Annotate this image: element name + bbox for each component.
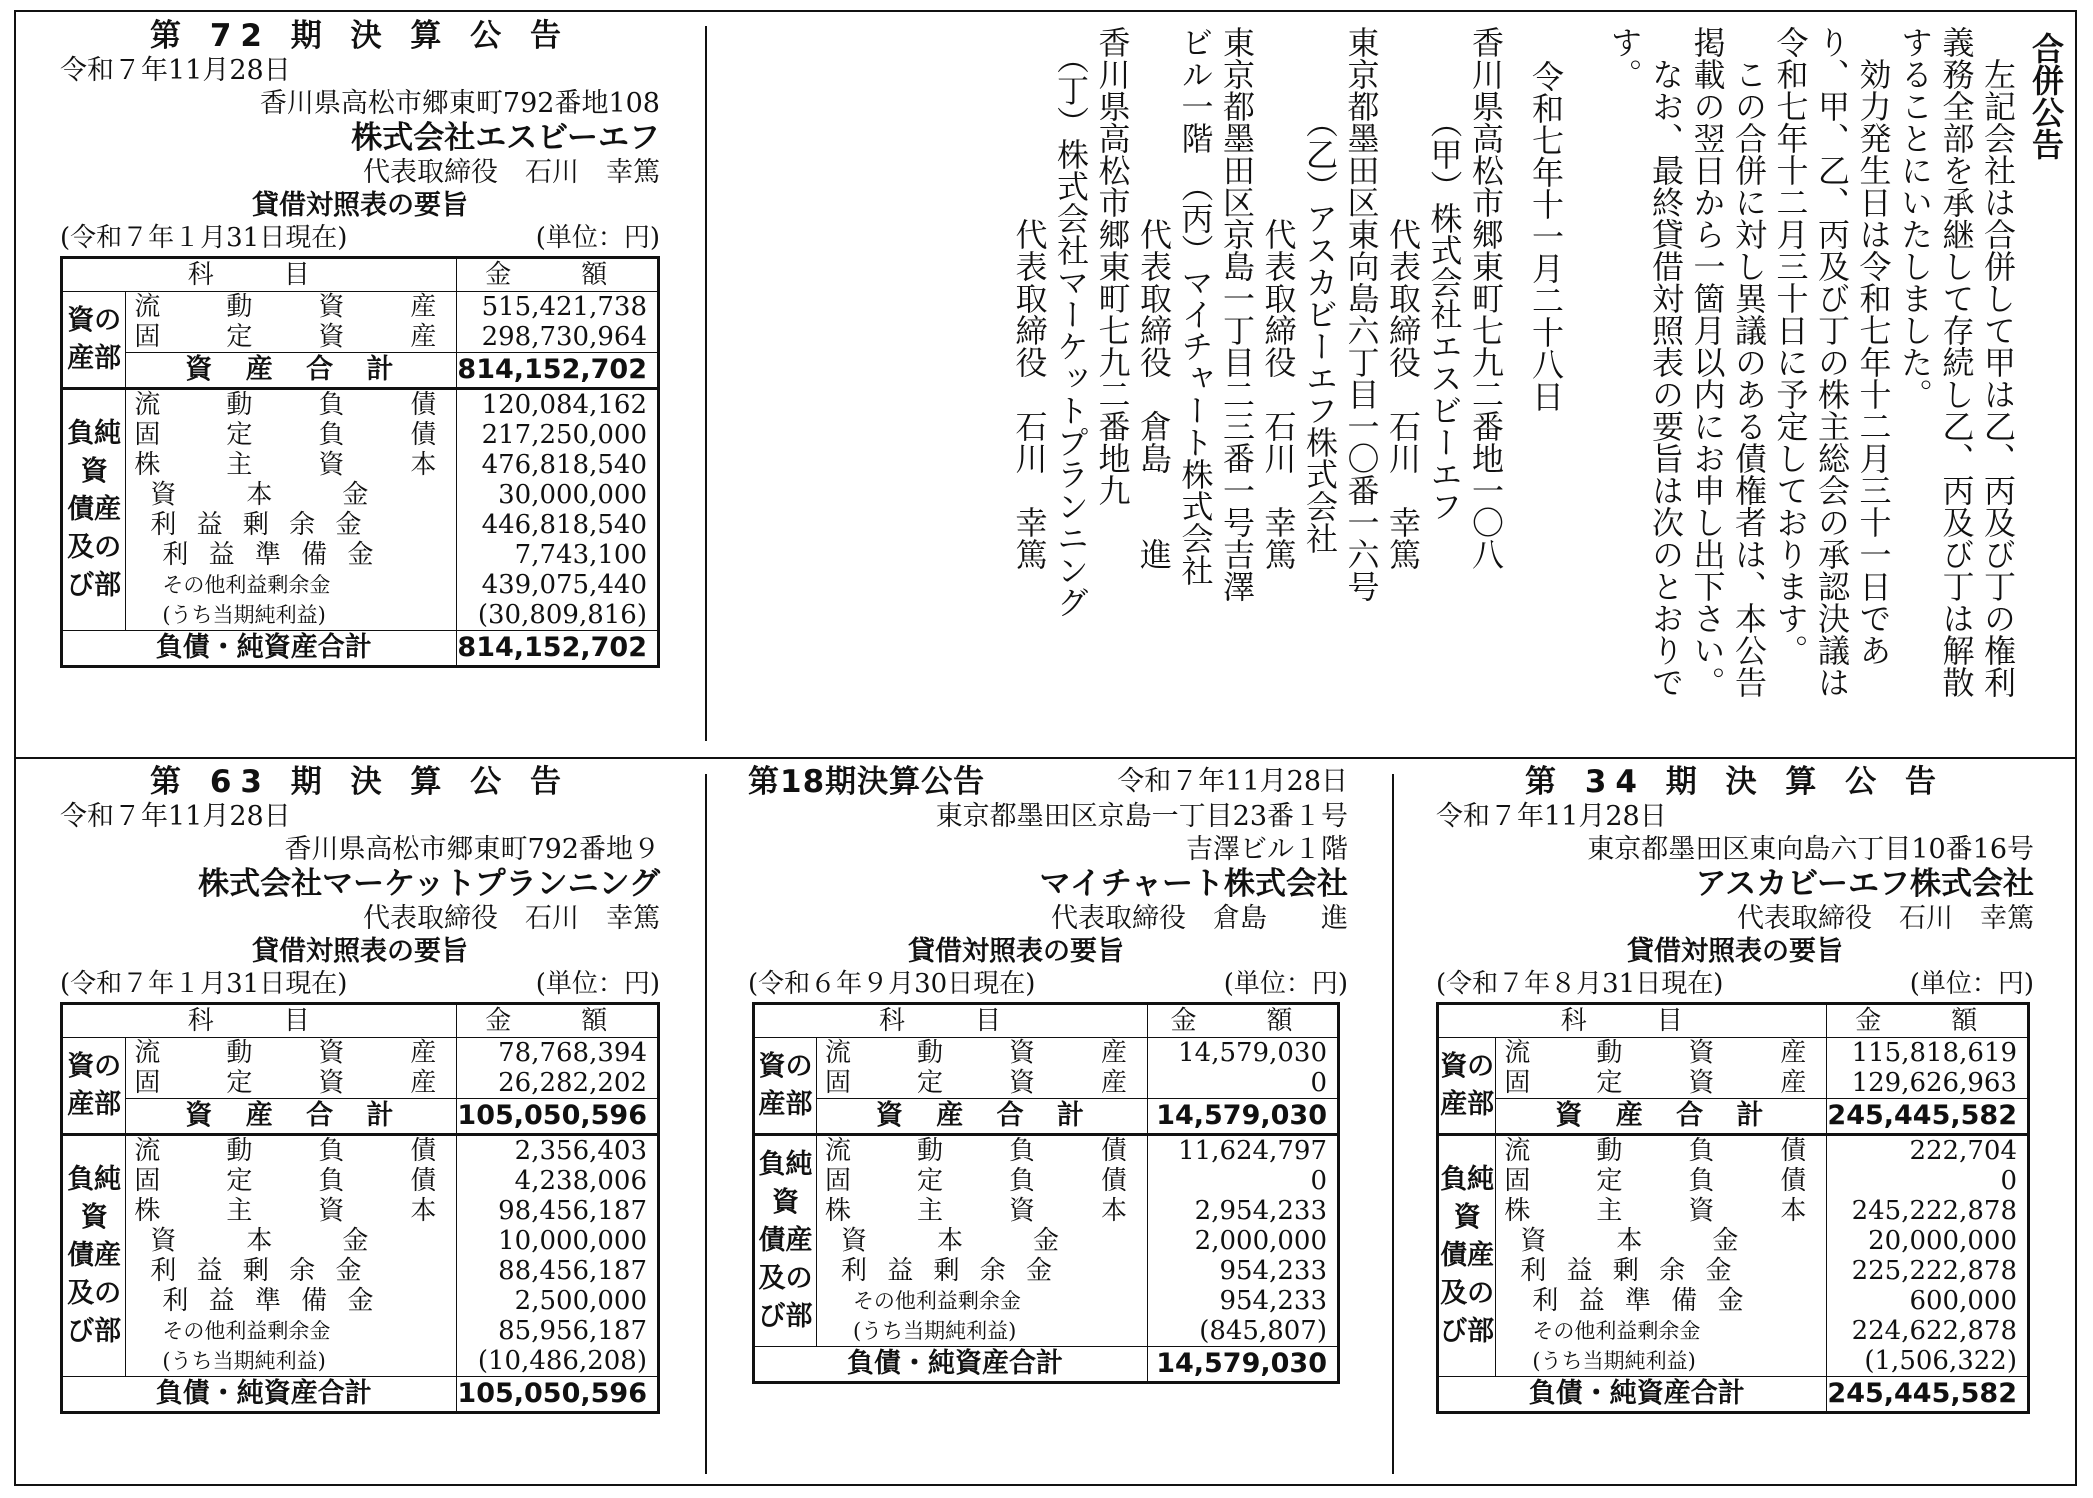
row-label: 利 益 剰 余 金	[150, 510, 368, 540]
row-label: その他利益剰余金	[162, 1319, 331, 1343]
row-label: 固 定 資 産	[134, 322, 457, 352]
table-row	[1438, 1226, 2029, 1256]
as-of-date: (令和６年９月30日現在)	[748, 969, 1036, 999]
notice-title: 第 72 期 決 算 公 告	[150, 18, 570, 54]
assets-section-label: 資の 産部	[754, 1038, 817, 1135]
row-label: (うち当期純利益)	[1532, 1349, 1696, 1373]
assets-section-label: 資の 産部	[62, 292, 126, 389]
row-label: 流 動 負 債	[1496, 1135, 1827, 1167]
table-row	[754, 1196, 1339, 1226]
company-address-building: 吉澤ビル１階	[1186, 834, 1348, 865]
company-name: マイチャート株式会社	[1039, 866, 1348, 902]
row-value: 814,152,702	[457, 353, 659, 389]
row-label: 固 定 資 産	[134, 1068, 457, 1098]
row-value: 446,818,540	[457, 510, 659, 540]
row-value: 129,626,963	[1827, 1068, 2029, 1099]
row-value: 600,000	[1827, 1286, 2029, 1316]
row-value: 14,579,030	[1147, 1099, 1338, 1135]
row-label: その他利益剰余金	[1532, 1319, 1701, 1343]
row-label: (うち当期純利益)	[162, 603, 326, 627]
notice-63	[60, 764, 660, 1414]
row-value: (1,506,322)	[1827, 1346, 2029, 1377]
balance-sheet-table	[752, 1002, 1340, 1384]
company-address: 東京都墨田区東向島六丁目10番16号	[1587, 834, 2034, 865]
table-row	[754, 1135, 1339, 1167]
title-line	[748, 764, 1348, 800]
row-value: 2,000,000	[1147, 1226, 1338, 1256]
merger-notice	[716, 26, 2066, 736]
row-label: 資 本 金	[150, 480, 375, 510]
liabilities-section-label: 負純 資 債産 及の び部	[754, 1135, 817, 1347]
table-row	[62, 570, 659, 600]
company-name: 株式会社マーケットプランニング	[198, 866, 660, 902]
row-label: 株 主 資 本	[824, 1196, 1147, 1226]
balance-sheet-table	[60, 256, 660, 668]
representative: 代表取締役 倉島 進	[1051, 903, 1348, 934]
row-label: 利 益 剰 余 金	[840, 1256, 1058, 1286]
row-value: 88,456,187	[457, 1256, 659, 1286]
row-label: 流 動 負 債	[816, 1135, 1147, 1167]
row-value: 7,743,100	[457, 540, 659, 570]
row-label: 利 益 剰 余 金	[150, 1256, 368, 1286]
row-label: 資 本 金	[1520, 1226, 1745, 1256]
row-value: (30,809,816)	[457, 600, 659, 631]
table-row	[62, 1256, 659, 1286]
company-name: 株式会社エスビーエフ	[351, 120, 660, 156]
row-label: 利 益 準 備 金	[1532, 1286, 1750, 1316]
table-row	[62, 389, 659, 421]
row-value: 0	[1147, 1166, 1338, 1196]
as-of-line	[748, 968, 1348, 1000]
row-value: 439,075,440	[457, 570, 659, 600]
col-amount-header: 金 額	[457, 1004, 659, 1038]
table-row	[62, 1135, 659, 1167]
row-value: 2,500,000	[457, 1286, 659, 1316]
row-value: 14,579,030	[1147, 1347, 1338, 1383]
notice-title: 第18期決算公告	[748, 764, 986, 800]
liabilities-section-label: 負純 資 債産 及の び部	[62, 1135, 126, 1377]
notice-72	[60, 18, 660, 668]
row-value: 78,768,394	[457, 1038, 659, 1069]
notice-date: 令和７年11月28日	[1117, 766, 1348, 797]
col-item-header: 科 目	[1438, 1004, 1827, 1038]
table-row	[62, 1196, 659, 1226]
row-label: 資 本 金	[150, 1226, 375, 1256]
row-label: 利 益 準 備 金	[162, 1286, 380, 1316]
table-header-row	[754, 1004, 1339, 1038]
col-item-header: 科 目	[62, 1004, 457, 1038]
notice-date: 令和７年11月28日	[60, 55, 291, 86]
row-value: 0	[1827, 1166, 2029, 1196]
row-label: 資 産 合 計	[126, 353, 457, 389]
row-value: 224,622,878	[1827, 1316, 2029, 1346]
representative: 代表取締役 石川 幸篤	[1737, 903, 2034, 934]
vertical-divider-bottom-right	[1392, 774, 1394, 1474]
table-row	[62, 600, 659, 631]
table-row	[1438, 1038, 2029, 1069]
row-value: 120,084,162	[457, 389, 659, 421]
assets-section-label: 資の 産部	[1438, 1038, 1496, 1135]
assets-section-label: 資の 産部	[62, 1038, 126, 1135]
table-row-total	[754, 1347, 1339, 1383]
table-row	[62, 1316, 659, 1346]
company-address: 香川県高松市郷東町792番地９	[284, 834, 660, 865]
row-label: 資 本 金	[840, 1226, 1065, 1256]
table-row	[62, 322, 659, 353]
row-label: 株 主 資 本	[134, 1196, 457, 1226]
notice-title: 第 34 期 決 算 公 告	[1525, 764, 1945, 800]
row-label: 株 主 資 本	[1504, 1196, 1827, 1226]
company-name: アスカビーエフ株式会社	[1695, 866, 2034, 902]
row-value: 515,421,738	[457, 292, 659, 323]
vertical-divider-top	[705, 26, 707, 741]
row-label: 固 定 資 産	[824, 1068, 1147, 1098]
row-value: 2,954,233	[1147, 1196, 1338, 1226]
table-header-row	[62, 258, 659, 292]
as-of-date: (令和７年１月31日現在)	[60, 969, 348, 999]
table-row	[1438, 1256, 2029, 1286]
company-address: 東京都墨田区京島一丁目23番１号	[935, 801, 1348, 832]
vertical-divider-bottom-left	[705, 774, 707, 1474]
row-label: 流 動 資 産	[134, 292, 457, 322]
row-label: 資 産 合 計	[816, 1099, 1147, 1135]
horizontal-divider	[14, 757, 2077, 759]
table-row	[62, 420, 659, 450]
row-label: その他利益剰余金	[852, 1289, 1021, 1313]
table-row	[754, 1316, 1339, 1347]
table-row-total	[62, 631, 659, 667]
row-label: 固 定 負 債	[824, 1166, 1147, 1196]
table-row-total	[62, 1099, 659, 1135]
table-row	[62, 1166, 659, 1196]
table-row	[1438, 1068, 2029, 1099]
table-row	[62, 1346, 659, 1377]
row-value: 115,818,619	[1827, 1038, 2029, 1069]
row-label: 資 産 合 計	[126, 1099, 457, 1135]
row-label: 固 定 資 産	[1504, 1068, 1827, 1098]
row-value: 0	[1147, 1068, 1338, 1099]
row-label: 負債・純資産合計	[1438, 1377, 1827, 1413]
row-label: 固 定 負 債	[134, 1166, 457, 1196]
row-value: 4,238,006	[457, 1166, 659, 1196]
table-row	[754, 1166, 1339, 1196]
representative: 代表取締役 石川 幸篤	[363, 157, 660, 188]
table-header-row	[62, 1004, 659, 1038]
as-of-line	[60, 968, 660, 1000]
balance-sheet-table	[60, 1002, 660, 1414]
row-label: 利 益 剰 余 金	[1520, 1256, 1738, 1286]
table-row	[754, 1038, 1339, 1069]
table-row	[1438, 1316, 2029, 1346]
row-value: 298,730,964	[457, 322, 659, 353]
row-label: 資 産 合 計	[1496, 1099, 1827, 1135]
table-row	[754, 1068, 1339, 1099]
row-label: 固 定 負 債	[1504, 1166, 1827, 1196]
table-row	[754, 1286, 1339, 1316]
liabilities-section-label: 負純 資 債産 及の び部	[1438, 1135, 1496, 1377]
table-row	[62, 1226, 659, 1256]
row-value: 222,704	[1827, 1135, 2029, 1167]
as-of-line	[1436, 968, 2034, 1000]
col-amount-header: 金 額	[457, 258, 659, 292]
row-value: 217,250,000	[457, 420, 659, 450]
balance-sheet-title: 貸借対照表の要旨	[1627, 936, 1843, 967]
balance-sheet-title: 貸借対照表の要旨	[908, 936, 1124, 967]
col-item-header: 科 目	[754, 1004, 1148, 1038]
table-row	[1438, 1286, 2029, 1316]
row-value: (845,807)	[1147, 1316, 1338, 1347]
notice-title: 第 63 期 決 算 公 告	[150, 764, 570, 800]
table-row-total	[1438, 1377, 2029, 1413]
row-label: その他利益剰余金	[162, 573, 331, 597]
row-value: 245,445,582	[1827, 1377, 2029, 1413]
row-label: 負債・純資産合計	[754, 1347, 1148, 1383]
table-row	[62, 480, 659, 510]
row-label: 負債・純資産合計	[62, 1377, 457, 1413]
table-row	[1438, 1196, 2029, 1226]
row-value: 30,000,000	[457, 480, 659, 510]
notice-date: 令和７年11月28日	[1436, 801, 1667, 832]
as-of-date: (令和７年１月31日現在)	[60, 223, 348, 253]
notice-date: 令和７年11月28日	[60, 801, 291, 832]
row-value: 10,000,000	[457, 1226, 659, 1256]
row-value: 476,818,540	[457, 450, 659, 480]
col-amount-header: 金 額	[1147, 1004, 1338, 1038]
table-row-total	[62, 1377, 659, 1413]
row-value: 225,222,878	[1827, 1256, 2029, 1286]
col-amount-header: 金 額	[1827, 1004, 2029, 1038]
row-label: (うち当期純利益)	[852, 1319, 1017, 1343]
notice-18	[748, 764, 1348, 1384]
table-row	[62, 510, 659, 540]
row-label: (うち当期純利益)	[162, 1349, 326, 1373]
as-of-date: (令和７年８月31日現在)	[1436, 969, 1724, 999]
row-label: 株 主 資 本	[134, 450, 457, 480]
row-label: 固 定 負 債	[134, 420, 457, 450]
row-value: 85,956,187	[457, 1316, 659, 1346]
representative: 代表取締役 石川 幸篤	[363, 903, 660, 934]
table-row	[62, 292, 659, 323]
col-item-header: 科 目	[62, 258, 457, 292]
balance-sheet-title: 貸借対照表の要旨	[252, 936, 468, 967]
balance-sheet-title: 貸借対照表の要旨	[252, 190, 468, 221]
company-address: 香川県高松市郷東町792番地108	[259, 88, 660, 119]
row-label: 流 動 資 産	[134, 1038, 457, 1068]
table-row	[1438, 1346, 2029, 1377]
row-value: 26,282,202	[457, 1068, 659, 1099]
as-of-line	[60, 222, 660, 254]
row-label: 流 動 負 債	[126, 1135, 457, 1167]
table-row	[62, 1068, 659, 1099]
row-value: (10,486,208)	[457, 1346, 659, 1377]
table-row	[62, 1286, 659, 1316]
merger-parties: 香川県高松市郷東町七九二番地一〇八 （甲）株式会社エスビーエフ 代表取締役 石川 幸篤 東京都墨田区東向島六丁目一〇番一六号 （乙）アスカビーエフ株式会社 代表取締役 石川 幸篤 東京都墨田区京島一丁目二三番一号吉澤 ビル一階 （丙）マイチャート株式会社 代表取締役 倉島 進 香川県高松市郷東町七九二番地九 （丁）株式会社マーケットプランニング 代表取締役 石川 幸篤	[1010, 26, 1505, 618]
row-value: 105,050,596	[457, 1377, 659, 1413]
merger-date: 令和七年十一月二十八日	[1527, 60, 1565, 412]
unit-label: (単位：円)	[1909, 969, 2034, 999]
table-row-total	[62, 353, 659, 389]
table-row	[62, 540, 659, 570]
liabilities-section-label: 負純 資 債産 及の び部	[62, 389, 126, 631]
row-value: 954,233	[1147, 1286, 1338, 1316]
table-row-total	[1438, 1099, 2029, 1135]
row-value: 2,356,403	[457, 1135, 659, 1167]
table-row	[1438, 1166, 2029, 1196]
table-row	[1438, 1135, 2029, 1167]
row-value: 20,000,000	[1827, 1226, 2029, 1256]
row-label: 流 動 資 産	[824, 1038, 1147, 1068]
row-value: 814,152,702	[457, 631, 659, 667]
table-row-total	[754, 1099, 1339, 1135]
table-row	[62, 1038, 659, 1069]
row-label: 利 益 準 備 金	[162, 540, 380, 570]
row-value: 14,579,030	[1147, 1038, 1338, 1069]
row-label: 流 動 負 債	[126, 389, 457, 421]
merger-heading: 合併公告	[2027, 32, 2065, 160]
row-label: 流 動 資 産	[1504, 1038, 1827, 1068]
row-value: 98,456,187	[457, 1196, 659, 1226]
balance-sheet-table	[1436, 1002, 2030, 1414]
unit-label: (単位：円)	[535, 969, 660, 999]
table-row	[754, 1256, 1339, 1286]
merger-body: 左記会社は合併して甲は乙、丙及び丁の権利 義務全部を承継して存続し乙、丙及び丁は解散 することにいたしました。 効力発生日は令和七年十二月三十一日であ り、甲、乙、丙及び丁の株主総会の承認決議は 令和七年十二月三十日に予定しております。 この合併に対し異議のある債権者は、本公告 掲載の翌日から一箇月以内にお申し出下さい。 なお、最終貸借対照表の要旨は次のとおりで す。	[1605, 26, 2017, 698]
row-value: 954,233	[1147, 1256, 1338, 1286]
row-value: 11,624,797	[1147, 1135, 1338, 1167]
row-value: 105,050,596	[457, 1099, 659, 1135]
unit-label: (単位：円)	[1223, 969, 1348, 999]
table-row	[754, 1226, 1339, 1256]
unit-label: (単位：円)	[535, 223, 660, 253]
row-value: 245,445,582	[1827, 1099, 2029, 1135]
row-value: 245,222,878	[1827, 1196, 2029, 1226]
notice-34	[1436, 764, 2034, 1414]
table-header-row	[1438, 1004, 2029, 1038]
table-row	[62, 450, 659, 480]
row-label: 負債・純資産合計	[62, 631, 457, 667]
